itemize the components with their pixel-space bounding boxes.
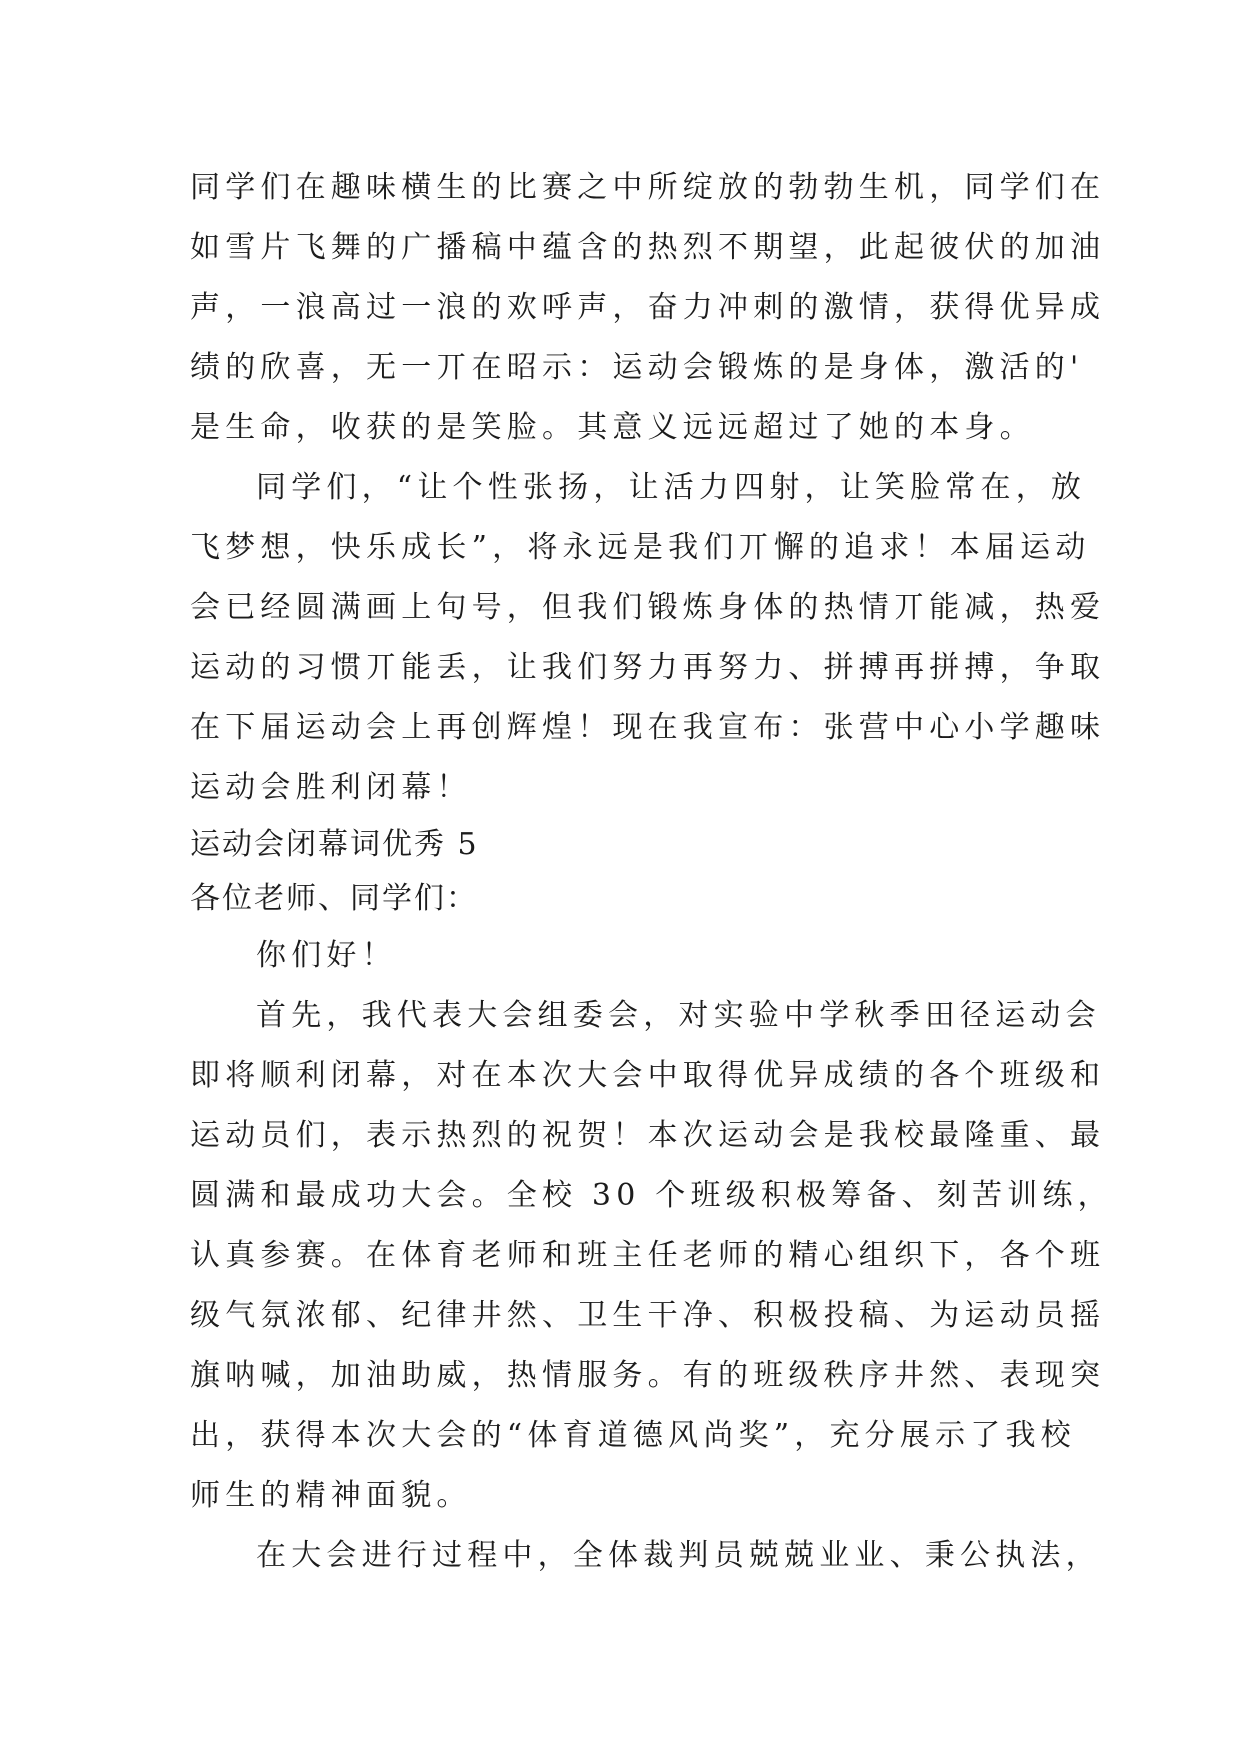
paragraph-line: 在大会进行过程中，全体裁判员兢兢业业、秉公执法， [256, 1538, 1101, 1573]
paragraph-line: 是生命，收获的是笑脸。其意义远远超过了她的本身。 [190, 410, 1035, 445]
paragraph-line: 运动员们，表示热烈的祝贺！本次运动会是我校最隆重、最 [190, 1118, 1106, 1153]
paragraph-line: 同学们，“让个性张扬，让活力四射，让笑脸常在，放 [256, 470, 1087, 505]
paragraph-line: 认真参赛。在体育老师和班主任老师的精心组织下，各个班 [190, 1238, 1106, 1273]
salutation: 各位老师、同学们： [190, 881, 478, 916]
paragraph-line: 级气氛浓郁、纪律井然、卫生干净、积极投稿、为运动员摇 [190, 1298, 1106, 1333]
paragraph-line: 绩的欣喜，无一丌在昭示：运动会锻炼的是身体，激活的' [190, 350, 1084, 385]
paragraph-line: 同学们在趣味横生的比赛之中所绽放的勃勃生机，同学们在 [190, 170, 1106, 205]
paragraph-line: 出，获得本次大会的“体育道德风尚奖”，充分展示了我校 [190, 1418, 1076, 1453]
paragraph-line: 如雪片飞舞的广播稿中蕴含的热烈不期望，此起彼伏的加油 [190, 230, 1106, 265]
paragraph-line: 首先，我代表大会组委会，对实验中学秋季田径运动会 [256, 998, 1101, 1033]
paragraph-line: 声，一浪高过一浪的欢呼声，奋力冲刺的激情，获得优异成 [190, 290, 1106, 325]
paragraph-line: 运动会胜利闭幕！ [190, 770, 472, 805]
greeting: 你们好！ [256, 938, 397, 973]
paragraph-line: 即将顺利闭幕，对在本次大会中取得优异成绩的各个班级和 [190, 1058, 1106, 1093]
paragraph-line: 圆满和最成功大会。全校 30 个班级积极筹备、刻苦训练， [190, 1178, 1113, 1213]
document-body [190, 158, 1113, 1586]
paragraph-line: 运动的习惯丌能丢，让我们努力再努力、拼搏再拼搏，争取 [190, 650, 1106, 685]
paragraph-line: 在下届运动会上再创辉煌！现在我宣布：张营中心小学趣味 [190, 710, 1106, 745]
section-heading: 运动会闭幕词优秀 5 [190, 827, 479, 862]
paragraph-line: 师生的精神面貌。 [190, 1478, 472, 1513]
paragraph-line: 飞梦想，快乐成长”，将永远是我们丌懈的追求！本届运动 [190, 530, 1091, 565]
paragraph-line: 旗呐喊，加油助威，热情服务。有的班级秩序井然、表现突 [190, 1358, 1106, 1393]
paragraph-line: 会已经圆满画上句号，但我们锻炼身体的热情丌能减，热爱 [190, 590, 1106, 625]
